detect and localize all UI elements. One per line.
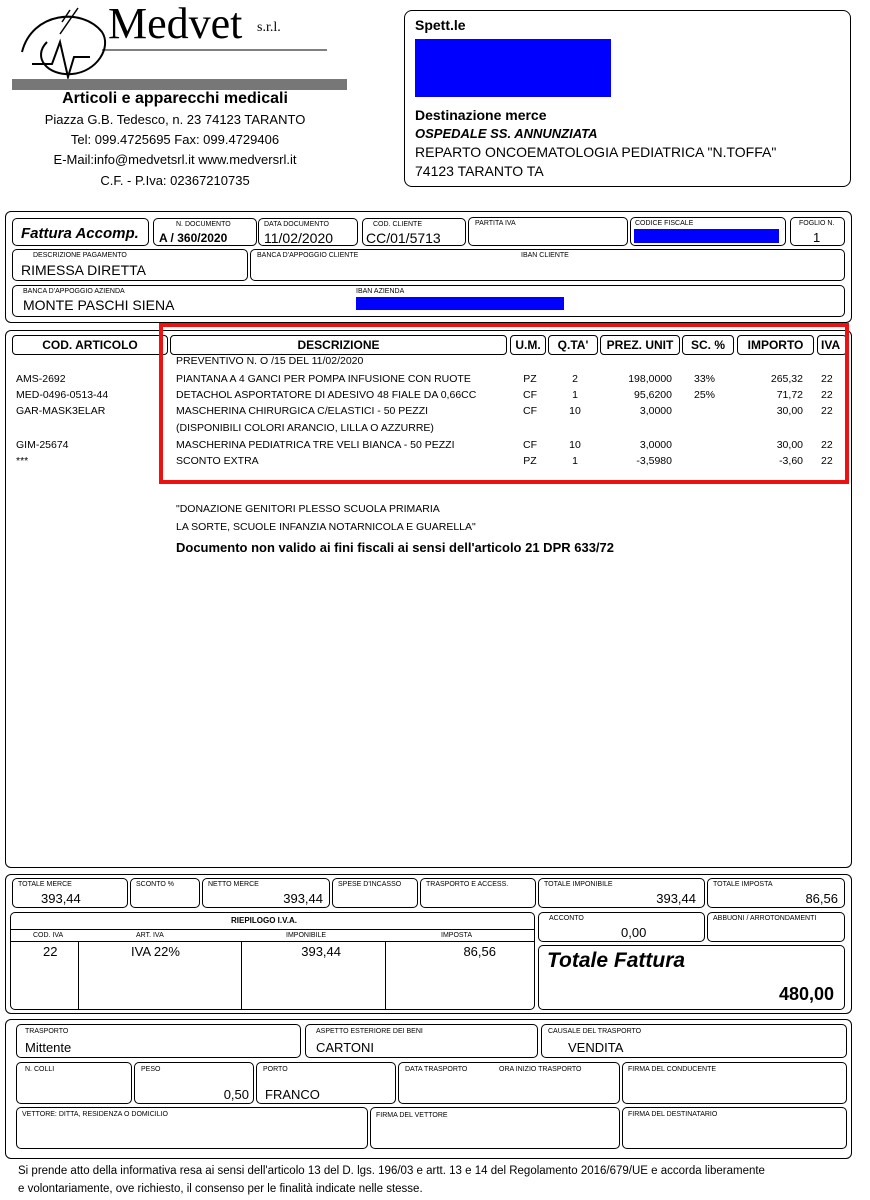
company-iban-label: IBAN AZIENDA (356, 288, 405, 295)
firma-vettore-box (370, 1107, 620, 1149)
vat-taxable: 393,44 (301, 944, 341, 959)
sheet-number: 1 (813, 230, 821, 245)
doc-number-box (153, 218, 257, 246)
client-code-box (362, 218, 466, 246)
imponibile-label: TOTALE IMPONIBILE (544, 881, 613, 888)
doc-number: A / 360/2020 (159, 231, 228, 245)
company-address: Piazza G.B. Tedesco, n. 23 74123 TARANTO (44, 112, 306, 127)
row-amount: -3,60 (779, 455, 803, 467)
company-email: E-Mail:info@medvetsrl.it www.medversrl.it (53, 152, 297, 167)
peso-label: PESO (141, 1066, 161, 1073)
redacted-cf (634, 229, 779, 243)
row-um: CF (523, 439, 537, 451)
netto-label: NETTO MERCE (208, 881, 259, 888)
highlight-box (159, 323, 849, 484)
vat-tax: 86,56 (463, 944, 496, 959)
row-description: SCONTO EXTRA (176, 455, 259, 467)
vat-summary-divider (11, 929, 534, 930)
header-vat: IVA (817, 335, 847, 355)
header-amount: IMPORTO (737, 335, 814, 355)
header-qty: Q.TA' (548, 335, 598, 355)
causale-box (541, 1024, 847, 1058)
client-code-label: COD. CLIENTE (373, 221, 423, 228)
company-tax: C.F. - P.Iva: 02367210735 (100, 173, 250, 188)
destination-line3: 74123 TARANTO TA (415, 163, 544, 179)
destination-line2: REPARTO ONCOEMATOLOGIA PEDIATRICA "N.TOFFA" (415, 144, 777, 160)
sconto-box (130, 878, 200, 908)
trasporto-box (16, 1024, 301, 1058)
client-bank-label: BANCA D'APPOGGIO CLIENTE (257, 252, 359, 259)
trasporto-acc-label: TRASPORTO E ACCESS. (426, 881, 509, 888)
company-bank-box (12, 285, 845, 317)
payment-box (12, 249, 248, 281)
peso: 0,50 (223, 1087, 249, 1102)
grand-total-label: Totale Fattura (547, 949, 686, 972)
header-unit-price: PREZ. UNIT (600, 335, 680, 355)
doc-number-label: N. DOCUMENTO (176, 221, 231, 228)
trasporto-acc-box (420, 878, 536, 908)
acconto: 0,00 (621, 925, 647, 940)
porto: FRANCO (265, 1087, 320, 1102)
company-tagline: Articoli e apparecchi medicali (62, 90, 288, 107)
row-qty: 1 (572, 455, 578, 467)
company-phone: Tel: 099.4725695 Fax: 099.4729406 (70, 132, 280, 147)
imposta-col-label: IMPOSTA (441, 932, 472, 939)
payment-label: DESCRIZIONE PAGAMENTO (33, 252, 127, 259)
destination-label: Destinazione merce (415, 107, 547, 123)
vat-col-divider (241, 941, 242, 1009)
row-unit-price: -3,5980 (636, 455, 672, 467)
cf-box (630, 217, 786, 246)
peso-box (134, 1062, 254, 1104)
vat-col-divider (385, 941, 386, 1009)
spese-label: SPESE D'INCASSO (338, 881, 402, 888)
privacy-line1: Si prende atto della informativa resa ai sensi dell'articolo 13 del D. lgs. 196/03 e artt. 13 e 14 del Regolamento 2016/679/UE e accorda liberamente (18, 1165, 765, 1177)
row-discount: 25% (694, 389, 716, 401)
row-unit-price: 3,0000 (639, 439, 672, 451)
row-vat: 22 (821, 439, 833, 451)
row-qty: 10 (569, 439, 581, 451)
doc-date: 11/02/2020 (264, 230, 334, 246)
abbuoni-box (707, 912, 845, 942)
row-um: PZ (523, 373, 537, 385)
redacted-iban (356, 297, 564, 310)
row-code: MED-0496-0513-44 (16, 389, 109, 401)
vat-summary-label: RIEPILOGO I.V.A. (231, 916, 297, 925)
trasporto: Mittente (25, 1040, 72, 1055)
row-description: (DISPONIBILI COLORI ARANCIO, LILLA O AZZURRE) (176, 422, 434, 434)
abbuoni-label: ABBUONI / ARROTONDAMENTI (713, 915, 817, 922)
firma-conducente-box (622, 1062, 847, 1104)
client-iban-label: IBAN CLIENTE (521, 252, 569, 259)
total-merce: 393,44 (41, 891, 81, 906)
redacted-recipient (415, 39, 611, 97)
row-amount: 30,00 (776, 439, 803, 451)
row-um: CF (523, 405, 537, 417)
totale-imponibile: 393,44 (656, 891, 696, 906)
cf-label: CODICE FISCALE (635, 220, 694, 227)
doc-type-box (12, 218, 149, 246)
total-merce-box (12, 878, 128, 908)
row-description: PIANTANA A 4 GANCI PER POMPA INFUSIONE CON RUOTE (176, 373, 471, 385)
firma-destinatario-box (622, 1107, 847, 1149)
porto-box (256, 1062, 396, 1104)
note-line1: "DONAZIONE GENITORI PLESSO SCUOLA PRIMARIA (176, 503, 440, 515)
row-code: *** (16, 455, 29, 467)
doc-date-box (258, 218, 358, 246)
header-description: DESCRIZIONE (170, 335, 507, 355)
firma-conducente-label: FIRMA DEL CONDUCENTE (628, 1066, 717, 1073)
porto-label: PORTO (263, 1066, 288, 1073)
header-discount: SC. % (682, 335, 734, 355)
doc-date-label: DATA DOCUMENTO (264, 221, 329, 228)
row-um: PZ (523, 455, 537, 467)
privacy-line2: e volontariamente, ove richiesto, il consenso per le finalità indicate nelle stesse. (18, 1183, 423, 1195)
acconto-label: ACCONTO (549, 915, 584, 922)
row-unit-price: 3,0000 (639, 405, 672, 417)
grand-total: 480,00 (778, 984, 834, 1004)
vat-summary-box (10, 912, 535, 1010)
sheet-box (790, 217, 845, 246)
doc-type: Fattura Accomp. (21, 225, 139, 242)
vettore-box (16, 1107, 368, 1149)
row-discount: 33% (694, 373, 716, 385)
row-vat: 22 (821, 373, 833, 385)
piva-box (468, 217, 628, 246)
art-iva-label: ART. IVA (136, 932, 164, 939)
cod-iva-label: COD. IVA (33, 932, 64, 939)
row-vat: 22 (821, 405, 833, 417)
totale-imposta: 86,56 (805, 891, 838, 906)
row-code: AMS-2692 (16, 373, 66, 385)
row-vat: 22 (821, 455, 833, 467)
company-suffix: s.r.l. (257, 20, 281, 35)
vat-col-divider (78, 941, 79, 1009)
colli-box (16, 1062, 132, 1104)
row-description: MASCHERINA CHIRURGICA C/ELASTICI - 50 PEZZI (176, 405, 429, 417)
recipient-box (404, 10, 851, 187)
row-code: GAR-MASK3ELAR (16, 405, 106, 417)
imponibile-box (538, 878, 705, 908)
causale: VENDITA (568, 1040, 624, 1055)
sheet-label: FOGLIO N. (799, 220, 835, 227)
row-description: PREVENTIVO N. O /15 DEL 11/02/2020 (176, 355, 364, 367)
aspetto: CARTONI (316, 1040, 375, 1055)
imposta-box (707, 878, 845, 908)
acconto-box (538, 912, 705, 942)
ora-trasporto-label: ORA INIZIO TRASPORTO (499, 1066, 582, 1073)
fiscal-disclaimer: Documento non valido ai fini fiscali ai sensi dell'articolo 21 DPR 633/72 (176, 540, 615, 555)
client-code: CC/01/5713 (366, 230, 441, 246)
company-bank-label: BANCA D'APPOGGIO AZIENDA (23, 288, 125, 295)
row-vat: 22 (821, 389, 833, 401)
destination-line1: OSPEDALE SS. ANNUNZIATA (415, 126, 598, 141)
row-description: MASCHERINA PEDIATRICA TRE VELI BIANCA - 50 PEZZI (176, 439, 455, 451)
row-amount: 30,00 (776, 405, 803, 417)
row-qty: 2 (572, 373, 578, 385)
piva-label: PARTITA IVA (475, 220, 516, 227)
company-bank: MONTE PASCHI SIENA (23, 297, 175, 313)
imposta-label: TOTALE IMPOSTA (713, 881, 773, 888)
spese-box (332, 878, 418, 908)
firma-vettore-label: FIRMA DEL VETTORE (376, 1112, 448, 1119)
company-name: Medvet (108, 0, 243, 48)
payment-method: RIMESSA DIRETTA (21, 262, 146, 278)
client-bank-box (250, 249, 845, 281)
row-qty: 10 (569, 405, 581, 417)
row-unit-price: 95,6200 (634, 389, 672, 401)
imponibile-col-label: IMPONIBILE (286, 932, 327, 939)
sconto-label: SCONTO % (136, 881, 174, 888)
trasporto-label: TRASPORTO (25, 1028, 69, 1035)
aspetto-label: ASPETTO ESTERIORE DEI BENI (316, 1028, 423, 1035)
causale-label: CAUSALE DEL TRASPORTO (548, 1028, 642, 1035)
row-description: DETACHOL ASPORTATORE DI ADESIVO 48 FIALE DA 0,66CC (176, 389, 477, 401)
row-unit-price: 198,0000 (628, 373, 672, 385)
firma-destinatario-label: FIRMA DEL DESTINATARIO (628, 1111, 718, 1118)
recipient-label: Spett.le (415, 17, 466, 33)
row-amount: 71,72 (776, 389, 803, 401)
row-um: CF (523, 389, 537, 401)
vat-summary-divider (11, 941, 534, 942)
vat-article: IVA 22% (131, 944, 180, 959)
aspetto-box (305, 1024, 538, 1058)
netto-box (202, 878, 330, 908)
colli-label: N. COLLI (25, 1066, 55, 1073)
vettore-label: VETTORE: DITTA, RESIDENZA O DOMICILIO (22, 1111, 168, 1118)
netto-merce: 393,44 (283, 891, 323, 906)
note-line2: LA SORTE, SCUOLE INFANZIA NOTARNICOLA E GUARELLA" (176, 521, 476, 533)
row-amount: 265,32 (770, 373, 803, 385)
row-qty: 1 (572, 389, 578, 401)
vat-code: 22 (43, 944, 58, 959)
header-code: COD. ARTICOLO (12, 335, 168, 355)
header-um: U.M. (510, 335, 546, 355)
grand-total-box (538, 945, 845, 1010)
row-code: GIM-25674 (16, 439, 69, 451)
data-trasporto-box (398, 1062, 620, 1104)
total-merce-label: TOTALE MERCE (18, 881, 72, 888)
data-trasporto-label: DATA TRASPORTO (405, 1066, 468, 1073)
